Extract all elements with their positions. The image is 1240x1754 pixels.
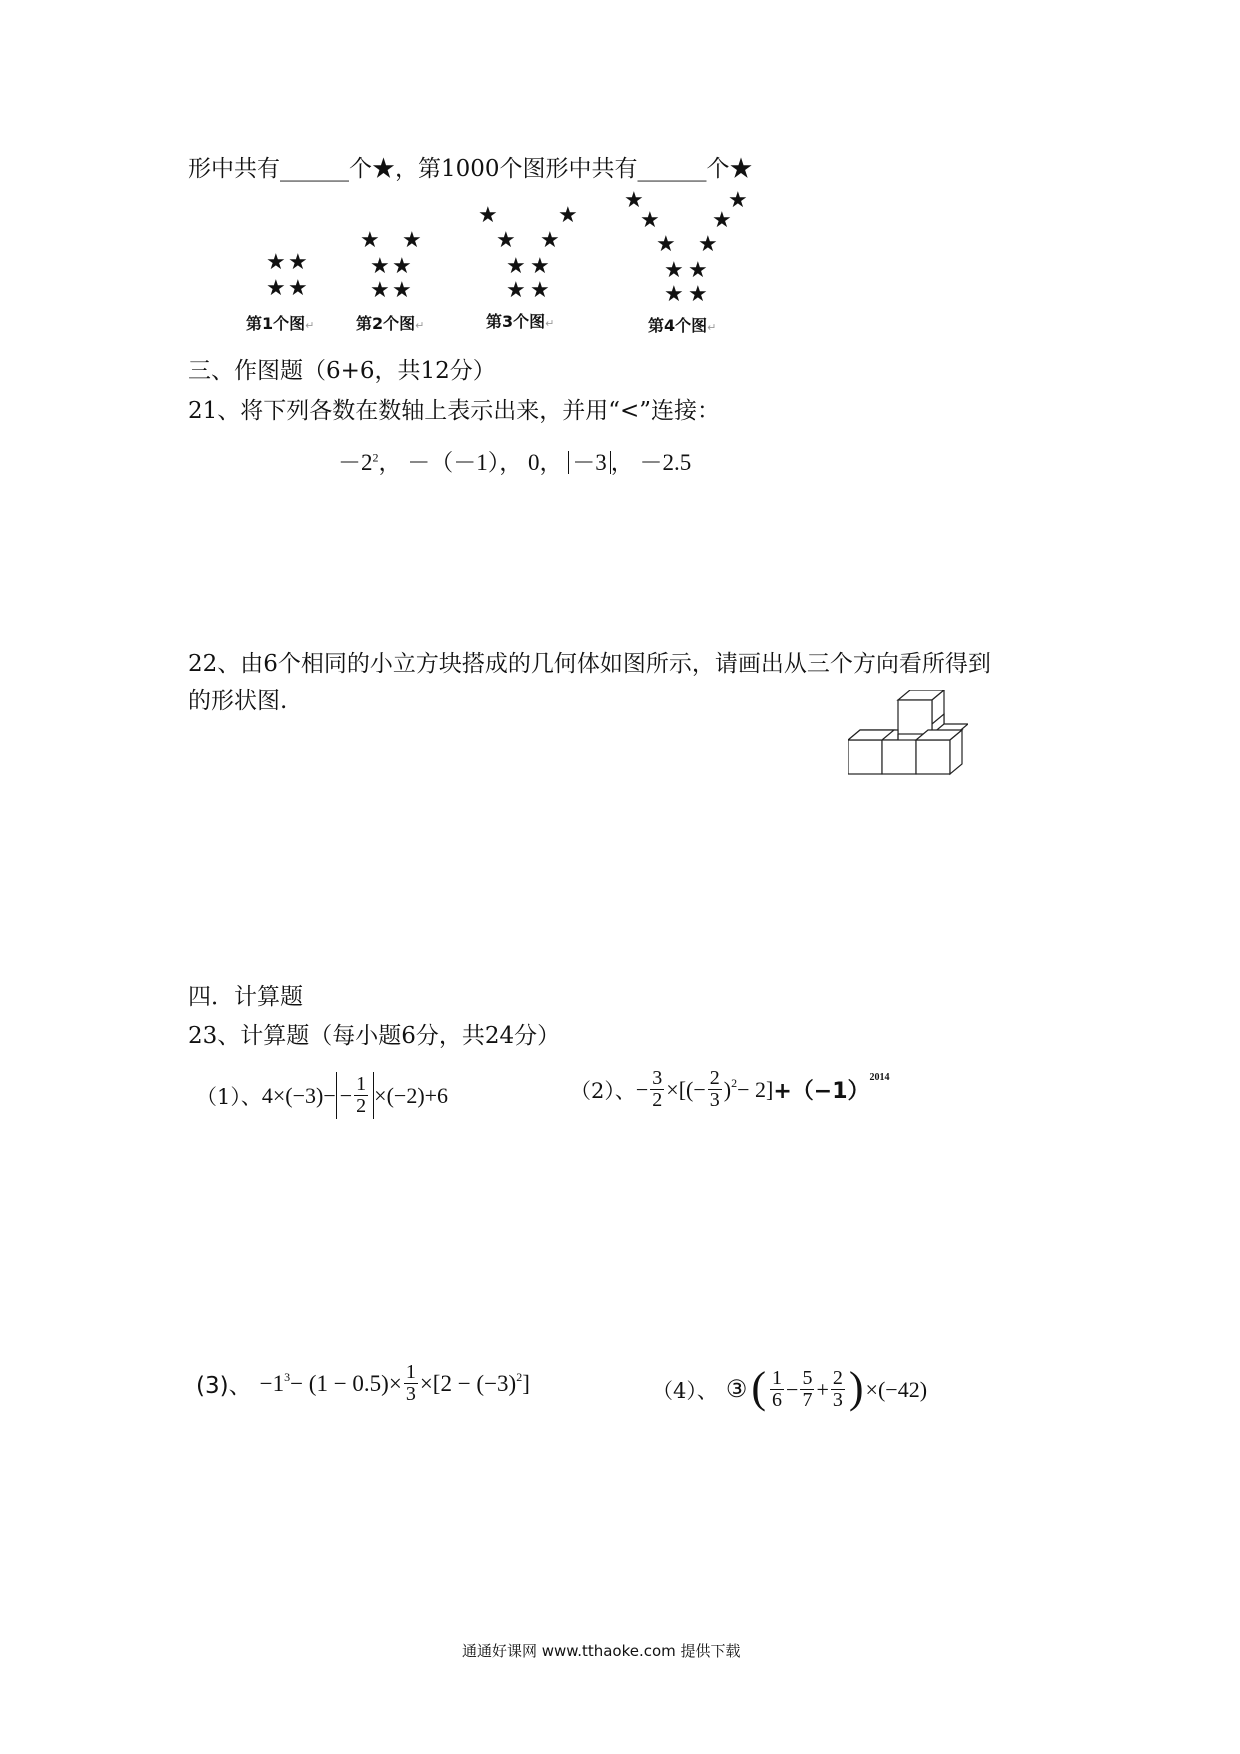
star-icon: ★	[530, 278, 550, 303]
star-icon: ★	[540, 228, 560, 253]
star-icon: ★	[288, 276, 308, 301]
star-icon: ★	[688, 258, 708, 283]
q23-heading: 23、计算题（每小题6分，共24分）	[188, 1023, 561, 1049]
star-icon: ★	[506, 254, 526, 279]
star-icon: ★	[506, 278, 526, 303]
star-icon: ★	[266, 250, 286, 275]
star-icon: ★	[496, 228, 516, 253]
star-icon: ★	[360, 228, 380, 253]
q21-number-1: $-2^2$	[338, 450, 379, 475]
q20-tail-text: 形中共有______个★，第1000个图形中共有______个★	[188, 156, 753, 182]
star-icon: ★	[664, 258, 684, 283]
figure-1-caption: 第1个图↵	[246, 314, 315, 333]
star-icon: ★	[712, 208, 732, 233]
q23-problem-3: (3)、 −1 $^3$ − (1 − 0.5)× $\frac{1}{3}$ ×[2 − (−3) $^2$ ]	[196, 1361, 530, 1405]
star-icon: ★	[370, 278, 390, 303]
star-icon: ★	[530, 254, 550, 279]
q21-number-3: 0	[528, 450, 540, 475]
star-icon: ★	[656, 232, 676, 257]
figure-4-caption: 第4个图↵	[648, 316, 717, 335]
star-icon: ★	[664, 282, 684, 307]
q23-problem-4: （4）、 ③ ( $\frac{1}{6}$ − $\frac{5}{7}$ + $\frac{2}{3}$ ) ×(−42)	[652, 1363, 928, 1412]
q21-text: 21、将下列各数在数轴上表示出来，并用“<”连接：	[188, 398, 721, 424]
star-icon: ★	[402, 228, 422, 253]
cube-solid-figure	[848, 690, 968, 790]
star-icon: ★	[370, 254, 390, 279]
q21-number-2: －（－1）	[407, 450, 500, 475]
star-icon: ★	[624, 188, 644, 213]
figure-2-caption: 第2个图↵	[356, 314, 425, 333]
section-4-heading: 四．计算题	[188, 984, 303, 1010]
q23-problem-2: （2）、 − $\frac{3}{2}$ ×[(− $\frac{2}{3}$ ) $^2$ − 2] +（−1） $^{2014}$	[570, 1067, 890, 1111]
q21-number-4: －3	[568, 451, 611, 474]
q23-problem-1: （1）、 4×(−3)− − $\frac{1}{2}$ ×(−2)+6	[196, 1073, 449, 1117]
star-icon: ★	[392, 254, 412, 279]
page-footer: 通通好课网 www.tthaoke.com 提供下载	[462, 1642, 741, 1660]
q21-number-5: －2.5	[639, 450, 692, 475]
star-icon: ★	[266, 276, 286, 301]
star-icon: ★	[688, 282, 708, 307]
figure-3-caption: 第3个图↵	[486, 312, 555, 331]
star-icon: ★	[728, 188, 748, 213]
star-icon: ★	[392, 278, 412, 303]
star-icon: ★	[558, 203, 578, 228]
star-icon: ★	[640, 208, 660, 233]
star-icon: ★	[478, 203, 498, 228]
star-icon: ★	[698, 232, 718, 257]
q22-line-1: 22、由6个相同的小立方块搭成的几何体如图所示，请画出从三个方向看所得到	[188, 651, 991, 677]
section-3-heading: 三、作图题（6+6，共12分）	[188, 358, 496, 384]
star-icon: ★	[288, 250, 308, 275]
q22-line-2: 的形状图.	[188, 688, 288, 714]
q21-numbers: $-2^2$， －（－1）， 0， －3 ， －2.5	[338, 450, 692, 475]
